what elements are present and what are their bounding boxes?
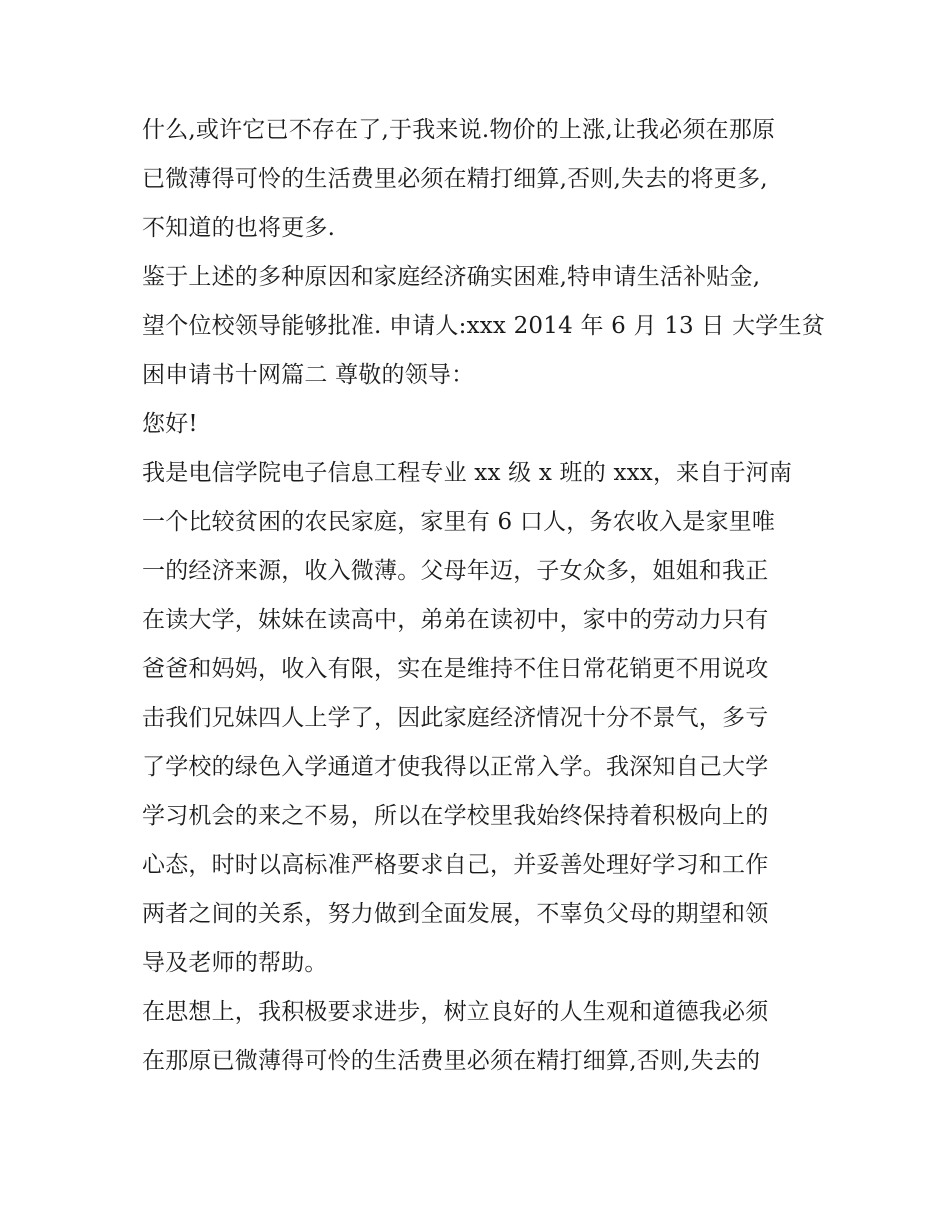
text-line: 在那原已微薄得可怜的生活费里必须在精打细算,否则,失去的 bbox=[142, 1048, 761, 1074]
text-line: 了学校的绿色入学通道才使我得以正常入学。我深知自己大学 bbox=[142, 754, 769, 780]
paragraph-4 bbox=[142, 449, 814, 988]
paragraph-3 bbox=[142, 400, 814, 449]
text-line: 在思想上，我积极要求进步，树立良好的人生观和道德我必须 bbox=[142, 999, 769, 1025]
text-line: 导及老师的帮助。 bbox=[142, 950, 328, 976]
text-line: 一个比较贫困的农民家庭，家里有 6 口人，务农收入是家里唯 bbox=[142, 509, 776, 535]
text-line: 不知道的也将更多. bbox=[142, 215, 336, 241]
text-line: 已微薄得可怜的生活费里必须在精打细算,否则,失去的将更多, bbox=[142, 166, 768, 192]
text-line: 击我们兄妹四人上学了，因此家庭经济情况十分不景气，多亏 bbox=[142, 705, 769, 731]
document-body bbox=[142, 106, 825, 1086]
text-line: 什么,或许它已不存在了,于我来说.物价的上涨,让我必须在那原 bbox=[142, 117, 776, 143]
paragraph-1 bbox=[142, 106, 814, 253]
text-line: 爸爸和妈妈，收入有限，实在是维持不住日常花销更不用说攻 bbox=[142, 656, 769, 682]
text-line: 我是电信学院电子信息工程专业 xx 级 x 班的 xxx，来自于河南 bbox=[142, 460, 793, 486]
paragraph-5 bbox=[142, 988, 814, 1086]
text-line: 您好! bbox=[142, 411, 198, 437]
paragraph-2 bbox=[142, 253, 825, 400]
text-line: 一的经济来源，收入微薄。父母年迈，子女众多，姐姐和我正 bbox=[142, 558, 769, 584]
text-line: 在读大学，妹妹在读高中，弟弟在读初中，家中的劳动力只有 bbox=[142, 607, 769, 633]
text-line: 两者之间的关系，努力做到全面发展，不辜负父母的期望和领 bbox=[142, 901, 769, 927]
text-line: 心态，时时以高标准严格要求自己，并妥善处理好学习和工作 bbox=[142, 852, 769, 878]
text-line: 学习机会的来之不易，所以在学校里我始终保持着积极向上的 bbox=[142, 803, 769, 829]
text-line: 鉴于上述的多种原因和家庭经济确实困难,特申请生活补贴金, bbox=[142, 264, 761, 290]
text-line: 望个位校领导能够批准. 申请人:xxx 2014 年 6 月 13 日 大学生贫 bbox=[142, 313, 825, 339]
text-line: 困申请书十网篇二 尊敬的领导： bbox=[142, 362, 475, 388]
